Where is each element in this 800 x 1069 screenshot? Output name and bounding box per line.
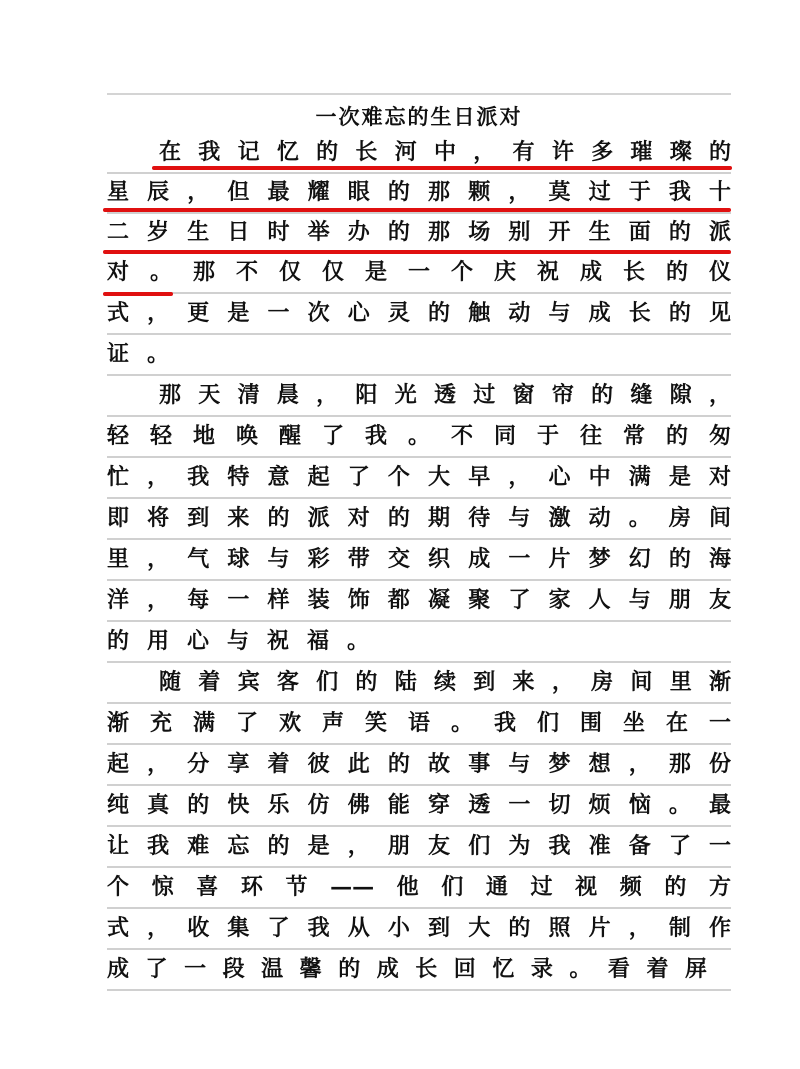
highlight-underline [103,292,173,296]
text-line: 星辰，但最耀眼的那颗，莫过于我十 [107,172,731,214]
text-line: 里，气球与彩带交织成一片梦幻的海 [107,539,731,581]
text-line: 洋，每一样装饰都凝聚了家人与朋友 [107,580,731,622]
text-line: 即将到来的派对的期待与激动。房间 [107,498,731,540]
text-line: 忙，我特意起了个大早，心中满是对 [107,457,731,499]
text-line: 渐充满了欢声笑语。我们围坐在一 [107,703,731,745]
text-line: 成了一段温馨的成长回忆录。看着屏 [107,949,731,991]
text-line: 的用心与祝福。 [107,621,731,663]
highlight-underline [152,166,732,170]
top-rule [107,93,731,95]
text-line: 让我难忘的是，朋友们为我准备了一 [107,826,731,868]
highlight-underline [103,208,731,212]
text-line: 在我记忆的长河中，有许多璀璨的 [107,132,731,174]
text-line: 那天清晨，阳光透过窗帘的缝隙， [107,375,731,417]
text-line: 式，更是一次心灵的触动与成长的见 [107,293,731,335]
text-line: 证。 [107,334,731,376]
highlight-underline [103,250,731,254]
text-line: 随着宾客们的陆续到来，房间里渐 [107,662,731,704]
text-line: 纯真的快乐仿佛能穿透一切烦恼。最 [107,785,731,827]
text-line: 个惊喜环节——他们通过视频的方 [107,867,731,909]
text-line: 二岁生日时举办的那场别开生面的派 [107,212,731,254]
text-line: 轻轻地唤醒了我。不同于往常的匆 [107,416,731,458]
text-line: 起，分享着彼此的故事与梦想，那份 [107,744,731,786]
document-title: 一次难忘的生日派对 [315,104,523,129]
text-line: 式，收集了我从小到大的照片，制作 [107,908,731,950]
text-line: 对。那不仅仅是一个庆祝成长的仪 [107,252,731,294]
